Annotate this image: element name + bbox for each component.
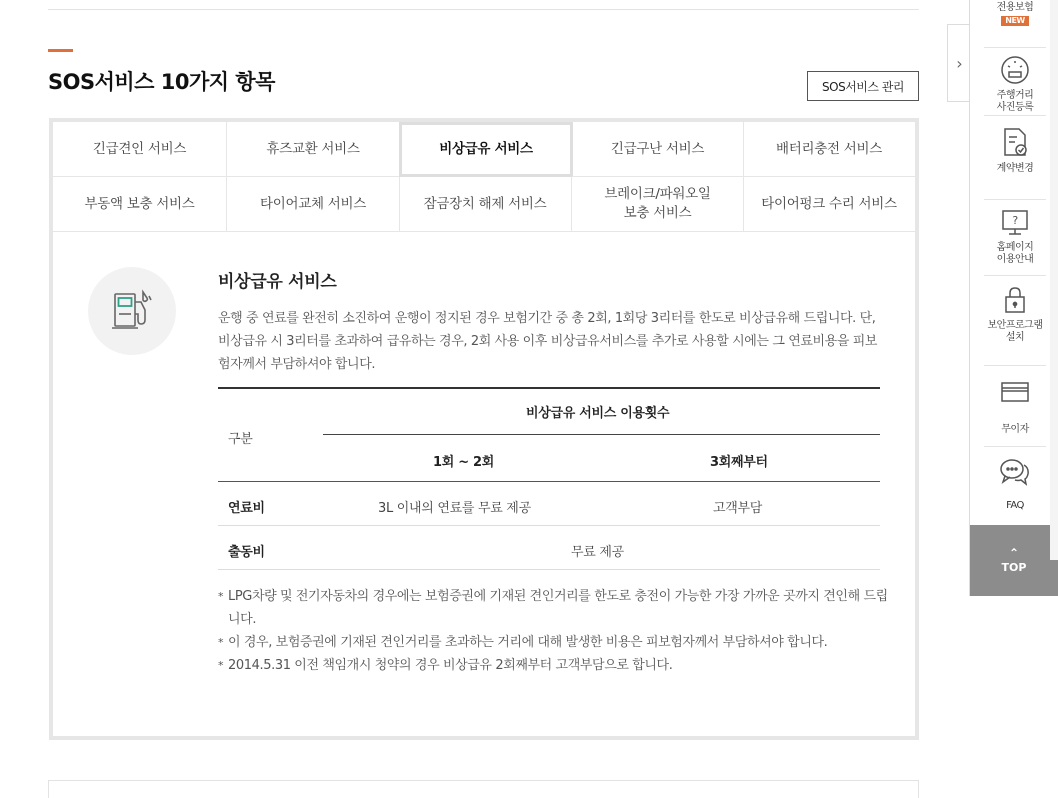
quick-divider	[984, 446, 1046, 447]
tab-antifreeze[interactable]: 부동액 보충 서비스	[53, 177, 227, 232]
table-header-category: 구분	[228, 432, 253, 447]
quick-divider	[984, 47, 1046, 48]
new-badge: NEW	[1001, 16, 1028, 26]
table-header-group: 비상급유 서비스 이용횟수	[526, 406, 670, 421]
tab-emergency-rescue[interactable]: 긴급구난 서비스	[572, 122, 744, 177]
chat-bubbles-icon	[998, 456, 1032, 488]
page-title: SOS서비스 10가지 항목	[48, 70, 275, 94]
notes-list	[218, 585, 888, 677]
tab-lock-release[interactable]: 잠금장치 해제 서비스	[399, 177, 572, 232]
contract-check-icon	[999, 125, 1031, 159]
quick-item-business-insurance[interactable]: 전용보험 NEW	[996, 2, 1034, 25]
table-cell-merged: 무료 제공	[571, 545, 624, 560]
fuel-pump-icon	[88, 267, 176, 355]
quick-item-homepage-guide[interactable]: ? 홈페이지 이용안내	[980, 208, 1050, 266]
lock-icon	[999, 284, 1031, 316]
sos-manage-button[interactable]: SOS서비스 관리	[807, 71, 919, 101]
top-divider	[48, 9, 919, 10]
table-row-label: 연료비	[228, 501, 265, 516]
table-header-col1: 1회 ~ 2회	[433, 455, 495, 470]
quick-item-interest-free[interactable]: 무이자	[980, 376, 1050, 436]
scroll-top-button[interactable]: ⌃ TOP	[970, 525, 1058, 596]
tab-emergency-towing[interactable]: 긴급견인 서비스	[53, 122, 227, 177]
table-cell: 고객부담	[713, 501, 763, 516]
next-section-box	[48, 780, 919, 798]
quick-menu-toggle[interactable]	[947, 24, 971, 102]
tab-fuse-replacement[interactable]: 휴즈교환 서비스	[227, 122, 400, 177]
monitor-help-icon	[999, 208, 1031, 238]
table-row-divider	[218, 525, 880, 526]
tab-emergency-fuel[interactable]: 비상급유 서비스	[399, 122, 573, 177]
svg-text:?: ?	[1012, 214, 1018, 227]
service-title: 비상급유 서비스	[218, 272, 337, 292]
quick-item-mileage-photo[interactable]: 주행거리 사진등록	[980, 54, 1050, 114]
quick-divider	[984, 115, 1046, 116]
quick-item-faq[interactable]: FAQ	[980, 456, 1050, 512]
sos-service-panel	[49, 118, 919, 740]
quick-divider	[984, 199, 1046, 200]
table-header-col2: 3회째부터	[710, 455, 768, 470]
note-item: * 이 경우, 보험증권에 기재된 견인거리를 초과하는 거리에 대해 발생한 비용은 피보험자께서 부담하셔야 합니다.	[218, 635, 828, 650]
table-header-divider	[323, 434, 880, 435]
quick-menu	[969, 0, 1058, 596]
note-item: * LPG차량 및 전기자동차의 경우에는 보험증권에 기재된 견인거리를 한도로 충전이 가능한 가장 가까운 곳까지 견인해 드립니다.	[218, 589, 888, 627]
service-description: 운행 중 연료를 완전히 소진하여 운행이 정지된 경우 보험기간 중 총 2회, 1회당 3리터를 한도로 비상급유해 드립니다. 단, 비상급유 시 3리터를 초과하여 급유하는 경우, 2회 사용 이후 비상급유서비스를 추가로 사용할 시에는 그 연료비용을 피보험자께서 부담하셔야 합니다.	[218, 311, 878, 372]
title-accent-bar	[48, 49, 73, 52]
tab-battery-charge[interactable]: 배터리충전 서비스	[743, 122, 915, 177]
odometer-icon	[999, 54, 1031, 86]
quick-divider	[984, 365, 1046, 366]
quick-divider	[984, 275, 1046, 276]
chevron-right-icon: ›	[956, 53, 963, 73]
table-cell: 3L 이내의 연료를 무료 제공	[378, 501, 531, 516]
chevron-up-icon: ⌃	[1008, 546, 1020, 560]
tab-brake-oil[interactable]: 브레이크/파워오일 보충 서비스	[572, 177, 744, 232]
service-tabs	[53, 122, 915, 232]
table-top-border	[218, 387, 880, 389]
tab-tire-replacement[interactable]: 타이어교체 서비스	[227, 177, 400, 232]
table-bottom-border	[218, 569, 880, 570]
table-header-bottom	[218, 481, 880, 482]
scrollbar[interactable]	[1050, 0, 1058, 560]
quick-item-security-install[interactable]: 보안프로그램 설치	[980, 284, 1050, 344]
table-row-label: 출동비	[228, 545, 265, 560]
card-icon	[999, 376, 1031, 408]
tab-flat-tire-repair[interactable]: 타이어펑크 수리 서비스	[743, 177, 915, 232]
quick-item-contract-change[interactable]: 계약변경	[980, 125, 1050, 175]
note-item: * 2014.5.31 이전 책임개시 청약의 경우 비상급유 2회째부터 고객부담으로 합니다.	[218, 658, 673, 673]
